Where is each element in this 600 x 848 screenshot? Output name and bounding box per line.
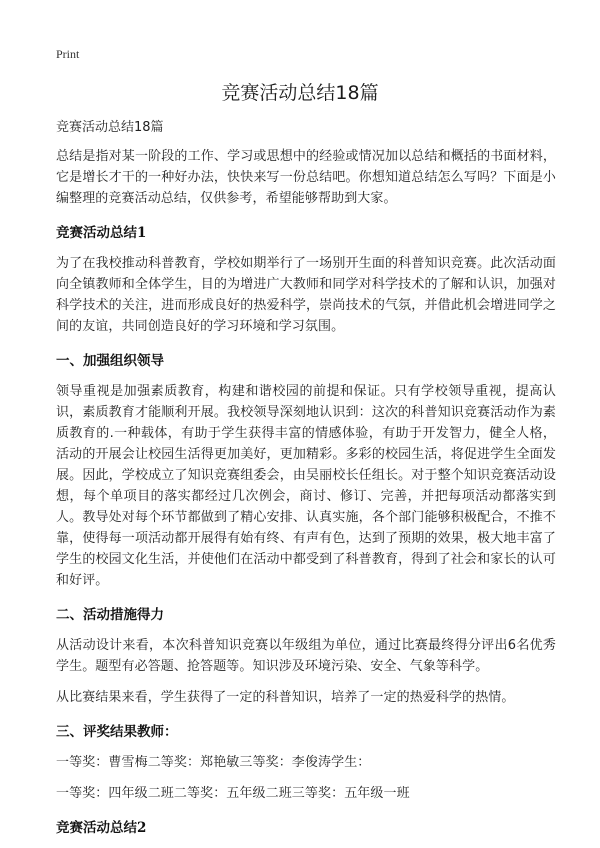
part-heading-measures: 二、活动措施得力 [56, 607, 164, 623]
document-subtitle: 竞赛活动总结18篇 [56, 120, 164, 135]
awards-students-line: 一等奖：四年级二班二等奖：五年级二班三等奖：五年级一班 [56, 786, 410, 801]
part-heading-organization: 一、加强组织领导 [56, 353, 164, 369]
document-body [56, 118, 556, 848]
part1-paragraph: 领导重视是加强素质教育，构建和谐校园的前提和保证。只有学校领导重视，提高认识，素质教育才能顺利开展。我校领导深刻地认识到：这次的科普知识竞赛活动作为素质教育的.一种载体，有助于学生获得丰富的情感体验，有助于开发智力，健全人格，活动的开展会让校园生活得更加美好，更加精彩。多彩的校园生活，将促进学生全面发展。因此，学校成立了知识竞赛组委会，由吴丽校长任组长。对于整个知识竞赛活动设想，每个单项目的落实都经过几次例会，商讨、修订、完善，并把每项活动都落实到人。教导处对每个环节都做到了精心安排、认真实施，各个部门能够积极配合，不推不靠，使得每一项活动都开展得有始有终、有声有色，达到了预期的效果，极大地丰富了学生的校园文化生活，并使他们在活动中都受到了科普教育，得到了社会和家长的认可和好评。 [56, 384, 556, 588]
part-heading-awards: 三、评奖结果教师： [56, 724, 178, 740]
awards-teachers-line: 一等奖：曹雪梅二等奖：郑艳敏三等奖：李俊涛学生： [56, 755, 371, 770]
section-heading-1: 竞赛活动总结1 [56, 225, 147, 241]
part2-paragraph-design: 从活动设计来看，本次科普知识竞赛以年级组为单位，通过比赛最终得分评出6名优秀学生。题型有必答题、抢答题等。知识涉及环境污染、安全、气象等科学。 [56, 638, 556, 674]
section1-paragraph: 为了在我校推动科普教育，学校如期举行了一场别开生面的科普知识竞赛。此次活动面向全镇教师和全体学生，目的为增进广大教师和同学对科学技术的了解和认识，加强对科学技术的关注，进而形成良好的热爱科学，崇尚技术的气氛，并借此机会增进同学之间的友谊，共同创造良好的学习环境和学习氛围。 [56, 256, 556, 334]
print-label: Print [56, 47, 80, 61]
part2-paragraph-result: 从比赛结果来看，学生获得了一定的科普知识，培养了一定的热爱科学的热情。 [56, 690, 515, 705]
section-heading-2: 竞赛活动总结2 [56, 820, 147, 836]
document-title: 竞赛活动总结18篇 [221, 82, 379, 104]
intro-paragraph: 总结是指对某一阶段的工作、学习或思想中的经验或情况加以总结和概括的书面材料，它是增长才干的一种好办法，快快来写一份总结吧。你想知道总结怎么写吗？下面是小编整理的竞赛活动总结，仅供参考，希望能够帮助到大家。 [56, 149, 556, 206]
